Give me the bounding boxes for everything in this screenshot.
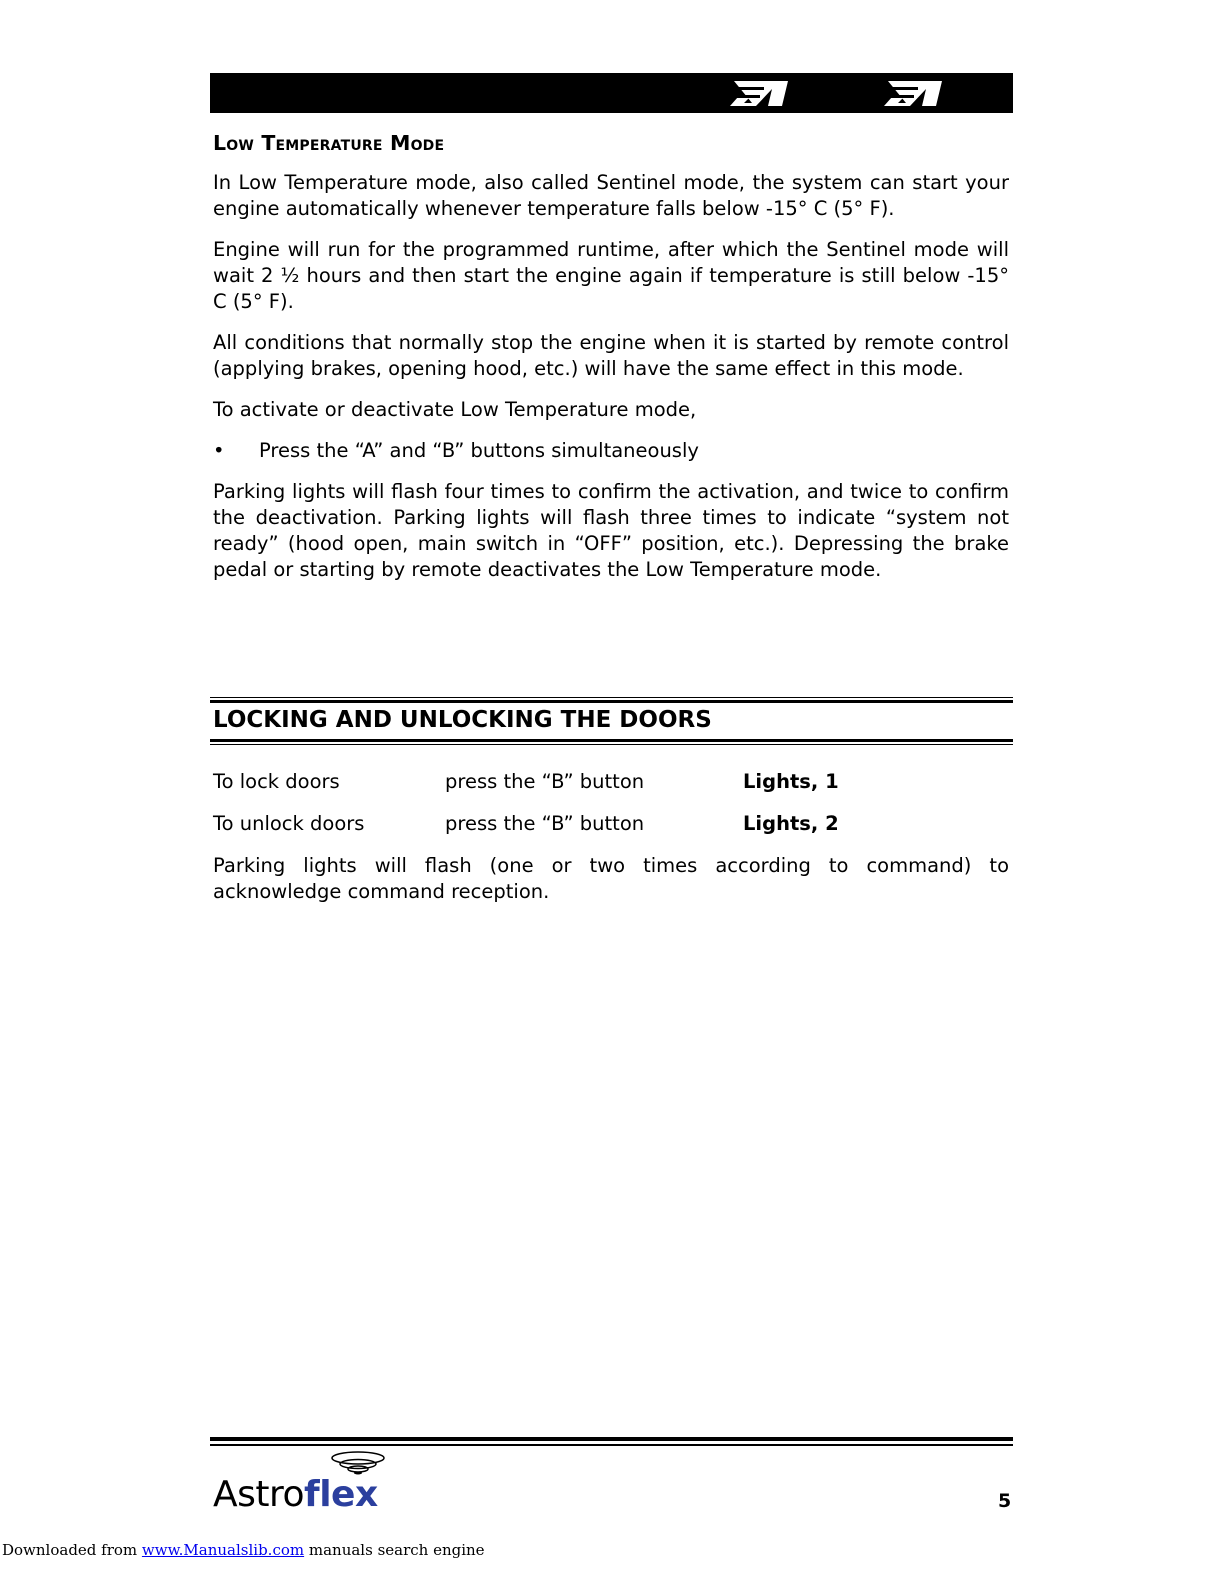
section-divider-bottom	[210, 739, 1013, 745]
command-action: To lock doors	[213, 770, 340, 793]
command-result: Lights, 1	[743, 770, 839, 793]
bullet-item	[213, 438, 1009, 464]
section-title: LOCKING AND UNLOCKING THE DOORS	[213, 707, 712, 733]
paragraph: Parking lights will flash (one or two times according to command) to acknowledge command reception.	[213, 854, 1009, 903]
doors-section	[213, 769, 1009, 920]
command-result: Lights, 2	[743, 812, 839, 835]
logo-mark-icon	[728, 79, 792, 108]
brand-text-part1: Astro	[213, 1474, 305, 1515]
section-title: Low Temperature Mode	[213, 131, 445, 155]
footer-divider	[210, 1437, 1013, 1446]
brand-logo	[213, 1474, 378, 1515]
logo-mark-icon	[882, 79, 946, 108]
paragraph: Engine will run for the programmed runtime, after which the Sentinel mode will wait 2 ½ hours and then start the engine again if temperature is still below -15° C (5° F).	[213, 238, 1009, 313]
paragraph: All conditions that normally stop the engine when it is started by remote control (applying brakes, opening hood, etc.) will have the same effect in this mode.	[213, 331, 1009, 380]
download-prefix: Downloaded from	[2, 1541, 142, 1559]
paragraph: In Low Temperature mode, also called Sentinel mode, the system can start your engine automatically whenever temperature falls below -15° C (5° F).	[213, 171, 1009, 220]
command-action: To unlock doors	[213, 812, 365, 835]
header-bar	[210, 73, 1013, 113]
bullet-text: Press the “A” and “B” buttons simultaneously	[259, 439, 699, 462]
download-suffix: manuals search engine	[304, 1541, 485, 1559]
manualslib-link[interactable]: www.Manualslib.com	[141, 1541, 305, 1559]
command-row	[213, 769, 1009, 795]
bullet-icon: •	[213, 439, 225, 462]
paragraph: To activate or deactivate Low Temperature mode,	[213, 398, 697, 421]
command-row	[213, 811, 1009, 837]
section-divider-top	[210, 697, 1013, 703]
brand-text-part2: flex	[304, 1474, 378, 1515]
command-button: press the “B” button	[445, 770, 645, 793]
low-temp-section	[213, 130, 1009, 598]
command-button: press the “B” button	[445, 812, 645, 835]
page-number: 5	[998, 1490, 1012, 1512]
download-notice	[2, 1541, 485, 1559]
paragraph: Parking lights will flash four times to confirm the activation, and twice to confirm the deactivation. Parking lights will flash three times to indicate “system not ready” (hood open, main switch in “OFF” position, etc.). Depressing the brake pedal or starting by remote deactivates the Low Temperature mode.	[213, 480, 1009, 581]
